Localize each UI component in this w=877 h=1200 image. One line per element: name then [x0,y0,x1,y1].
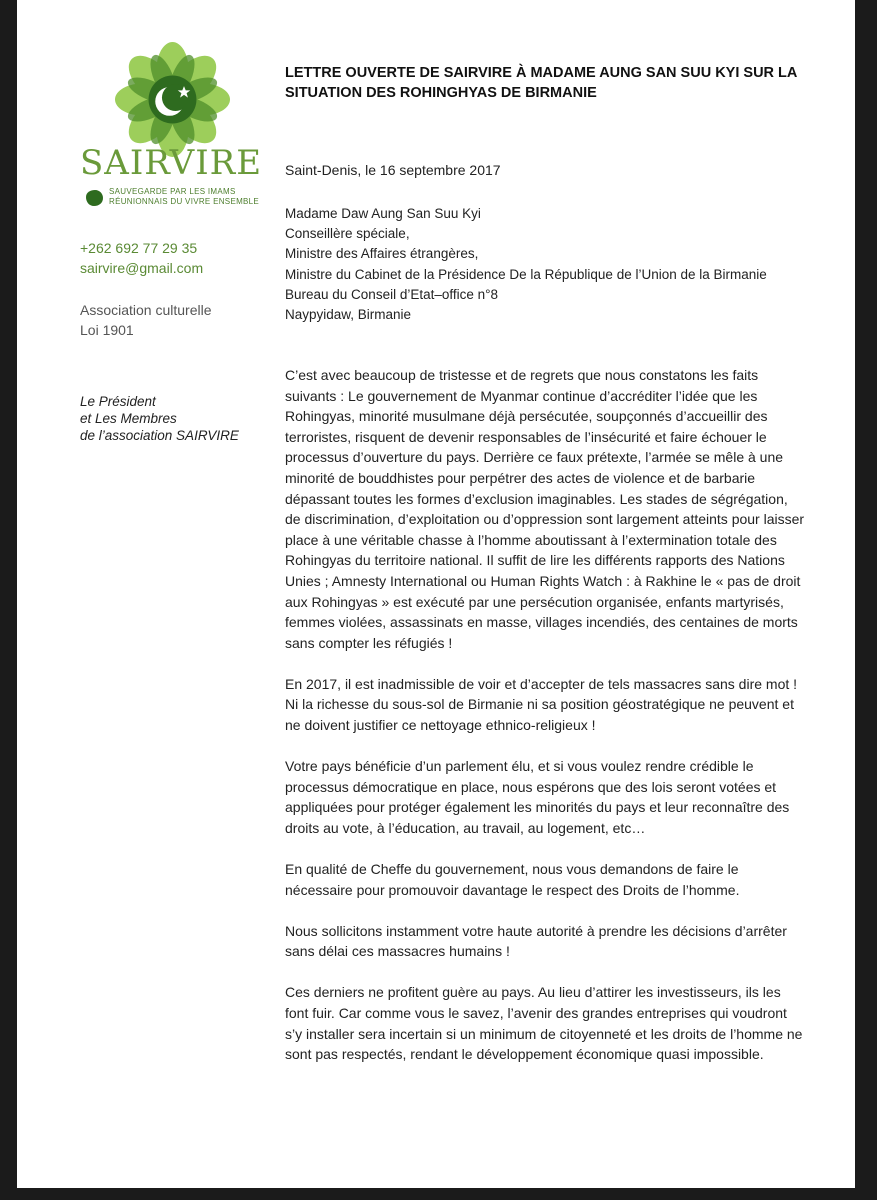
signer-line: Le Président [80,394,156,409]
reunion-island-icon [83,188,105,208]
recipient-line: Ministre du Cabinet de la Présidence De la République de l’Union de la Birmanie [285,266,767,282]
body-paragraph: Votre pays bénéficie d’un parlement élu, et si vous voulez rendre crédible le processus démocratique en place, nous espérons que des lois seront votées et appliquées pour protéger également les minorités du pays et leur reconnaître des droits au vote, à l’éducation, au travail, au logement, etc… [285,758,790,836]
brand-name: SAIRVIRE [80,143,263,183]
letter-body [285,365,805,1085]
recipient-line: Naypyidaw, Birmanie [285,307,412,323]
body-paragraph: Nous sollicitons instamment votre haute autorité à prendre les décisions d’arrêter sans délai ces massacres humains ! [285,922,787,960]
recipient-line: Conseillère spéciale, [285,226,410,242]
signers-block [80,393,280,444]
sairvire-logo-icon [115,42,230,157]
recipient-line: Ministre des Affaires étrangères, [285,246,479,262]
body-paragraph: C’est avec beaucoup de tristesse et de regrets que nous constatons les faits suivants : Le gouvernement de Myanmar continue d’accréditer l’idée que les Rohingyas, minorité musulmane déjà persécutée, soupçonnés d’accueillir des terroristes, risquent de devenir responsables de l’insécurité et faire échouer le processus d’ouverture du pays. Derrière ce faux prétexte, l’armée se mêle à une minorité de bouddhistes pour perpétrer des actes de violence et de barbarie dépassant toutes les formes d’exclusion imaginables. Les stades de ségrégation, de discrimination, d’exploitation ou d’oppression sont largement atteints pour laisser place à une véritable chasse à l’homme aboutissant à l’extermination totale des Rohingyas du territoire national. Il suffit de lire les différents rapports des Nations Unies ; Amnesty International ou Human Rights Watch : à Rakhine le « pas de droit aux Rohingyas » est exécuté par une persécution organisée, enfants martyrisés, femmes violées, assassinats en masse, villages incendiés, des centaines de morts sans compter les réfugiés ! [285,367,805,651]
body-paragraph: En 2017, il est inadmissible de voir et d’accepter de tels massacres sans dire mot ! Ni la richesse du sous-sol de Birmanie ni sa position géostratégique ne peuvent et ne doivent justifier ce nettoyage ethnico-religieux ! [285,675,798,733]
recipient-line: Madame Daw Aung San Suu Kyi [285,206,481,221]
signer-line: de l’association SAIRVIRE [80,428,239,443]
body-paragraph: Ces derniers ne profitent guère au pays. Au lieu d’attirer les investisseurs, ils les font fuir. Car comme vous le savez, l’avenir des grandes entreprises qui voudront s’y installer sera incertain si un minimum de citoyenneté et les droits de l’homme ne sont pas respectés, rendant le développement économique quasi impossible. [285,984,803,1063]
recipient-line: Bureau du Conseil d’Etat–office n°8 [285,286,499,302]
email-address: sairvire@gmail.com [80,260,204,276]
recipient-address [285,204,825,325]
tagline-line: SAUVEGARDE PAR LES IMAMS [109,187,236,196]
association-law: Loi 1901 [80,322,134,338]
phone-number: +262 692 77 29 35 [80,240,198,256]
signer-line: et Les Membres [80,411,177,426]
tagline-line: RÉUNIONNAIS DU VIVRE ENSEMBLE [109,197,260,206]
letter-page [17,0,855,1188]
contact-block [80,238,270,278]
body-paragraph: En qualité de Cheffe du gouvernement, nous vous demandons de faire le nécessaire pour promouvoir davantage le respect des Droits de l’homme. [285,860,740,898]
brand-tagline [109,187,289,207]
association-info [80,300,270,340]
letter-date: Saint-Denis, le 16 septembre 2017 [285,162,501,178]
association-type: Association culturelle [80,302,212,318]
letter-title: LETTRE OUVERTE DE SAIRVIRE À MADAME AUNG SAN SUU KYI SUR LA SITUATION DES ROHINGHYAS DE BIRMANIE [285,65,797,101]
